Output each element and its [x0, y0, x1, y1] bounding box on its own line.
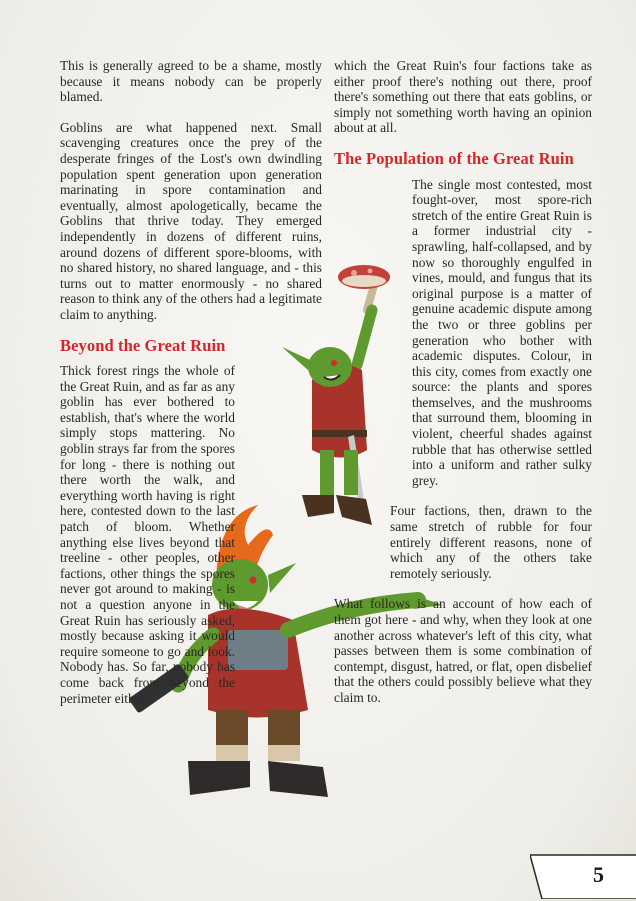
right-column — [334, 58, 592, 721]
right-paragraph-2: The single most contested, most fought-over, most spore-rich stretch of the entire Great Ruin is a former industrial city - sprawling, half-collapsed, and by now so thoroughly engulfed in vines, mould, and fungus that its original purpose is a matter of genuine academic dispute among the two or three goblins per generation who bother with academic disputes. Colour, in this city, comes from exactly one source: the plants and spores themselves, and the mushrooms that surround them, blooming in violent, cheerful shades against rubble that has otherwise settled into a uniform and rather sulky grey. — [412, 176, 592, 488]
right-paragraph-4: What follows is an account of how each of them got here - and why, when they look at one another across whatever's left of this city, what passes between them is some combination of contempt, disgust, hatred, or flat, open disbelief that the others could possibly believe what they claim to. — [334, 596, 592, 705]
left-column — [60, 58, 322, 721]
left-paragraph-1: This is generally agreed to be a shame, mostly because it means nobody can be properly blamed. — [60, 58, 322, 105]
left-paragraph-3: Thick forest rings the whole of the Great Ruin, and as far as any goblin has ever bothered to establish, that's where the world simply stops mattering. No goblin strays far from the spores for long - there is nothing out there worth the walk, and everything worth having is right here, contested down to the last patch of bloom. Whether anything else lives beyond that treeline - other peoples, other factions, other things the spores never got around to making - is not a question anyone in the Great Ruin has seriously asked, mostly because asking it would require someone to go and look. Nobody has. So far, nobody has come back from beyond the perimeter either, — [60, 363, 235, 706]
left-paragraph-2: Goblins are what happened next. Small scavenging creatures once the prey of the desperate fringes of the Lost's own dwindling population spent generation upon generation marinating in spore contamination and eventually, almost apologetically, became the Goblins that thrive today. They emerged independently in dozens of different ruins, around dozens of different spore-blooms, with no shared history, no shared language, and - this turns out to matter enormously - no shared reason to think any of the others had a legitimate claim to anything. — [60, 119, 322, 322]
right-paragraph-3: Four factions, then, drawn to the same stretch of rubble for four entirely different reasons, none of which any of the others take remotely seriously. — [390, 503, 592, 581]
section-heading-population: The Population of the Great Ruin — [334, 148, 574, 168]
page-number-tab — [530, 853, 636, 899]
section-heading-beyond: Beyond the Great Ruin — [60, 335, 226, 355]
page-number: 5 — [593, 862, 604, 887]
right-paragraph-1: which the Great Ruin's four factions take as either proof there's nothing out there, proof there's something out there that eats goblins, or simply not something worth having an opinion about at all. — [334, 58, 592, 136]
